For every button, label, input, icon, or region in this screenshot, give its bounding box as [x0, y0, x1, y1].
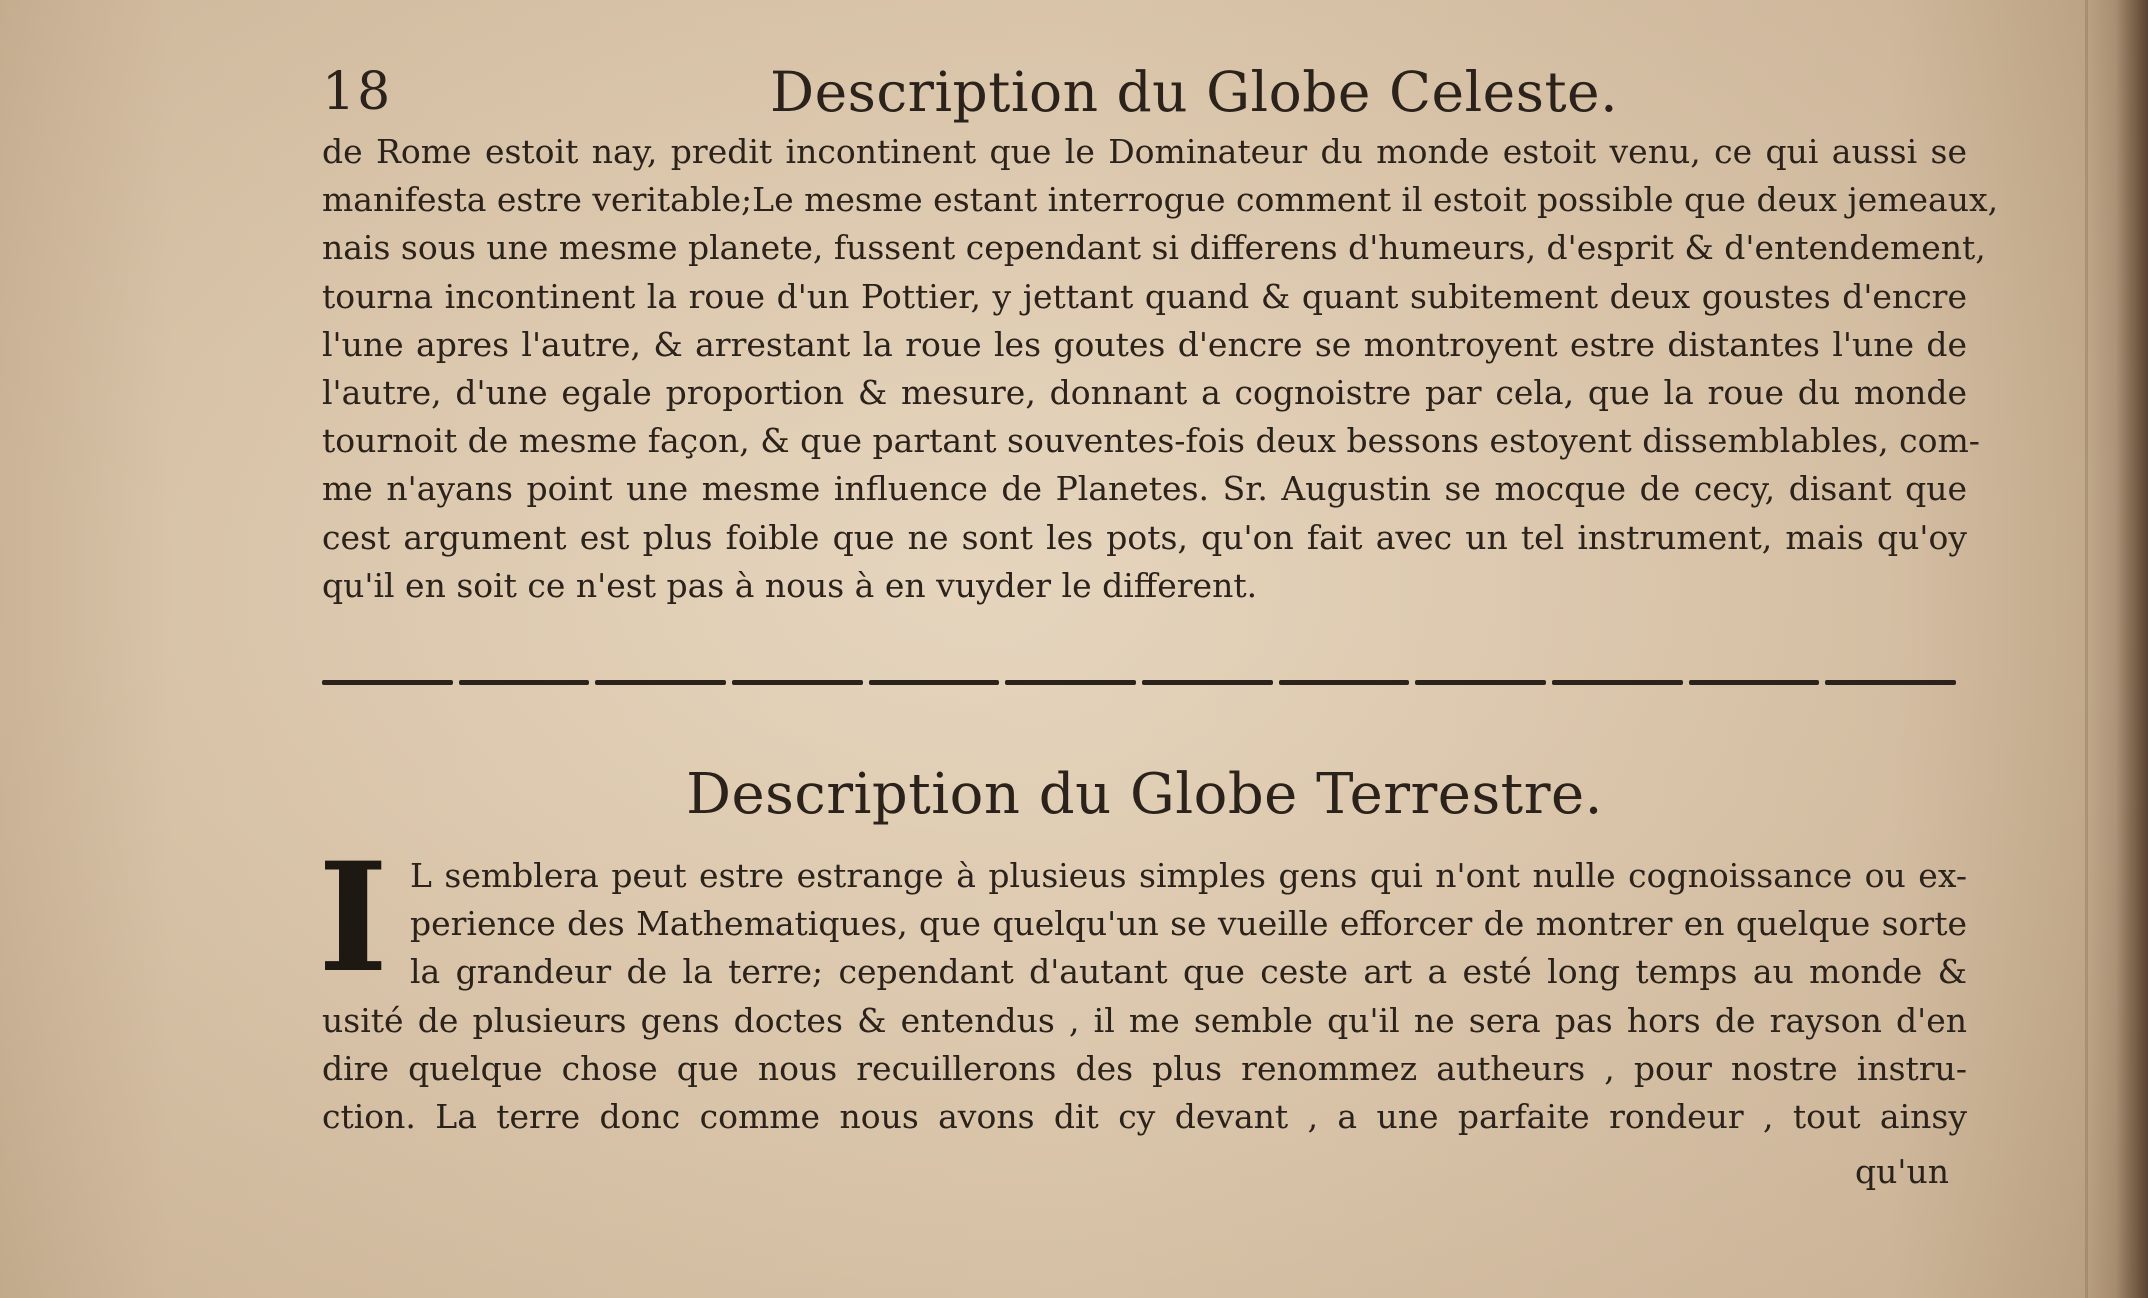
text-line: qu'il en soit ce n'est pas à nous à en vuyder le different. [322, 565, 1258, 605]
text-line: L semblera peut estre estrange à plusieus simples gens qui n'ont nulle cognoissance ou ex- [410, 856, 1967, 895]
text-line: ction. La terre donc comme nous avons dit cy devant , a une parfaite rondeur , tout ainsy [322, 1096, 1967, 1136]
text-line: l'une apres l'autre, & arrestant la roue les goutes d'encre se montroyent estre distantes l'une de [322, 324, 1967, 364]
drop-cap: I [318, 830, 389, 1006]
text-line: la grandeur de la terre; cependant d'autant que ceste art a esté long temps au monde & [410, 952, 1967, 992]
text-line: usité de plusieurs gens doctes & entendus , il me semble qu'il ne sera pas hors de rayson d'en [322, 1000, 1967, 1040]
running-head [322, 50, 1972, 130]
page-edge-gutter [2116, 0, 2148, 1298]
text-line: l'autre, d'une egale proportion & mesure, donnant a cognoistre par cela, que la roue du monde [322, 372, 1967, 412]
text-line: cest argument est plus foible que ne sont les pots, qu'on fait avec un tel instrument, mais qu'oy [322, 517, 1967, 557]
section-title: Description du Globe Terrestre. [686, 762, 1603, 827]
section-paragraph [322, 852, 1967, 1141]
text-line: tourna incontinent la roue d'un Pottier, y jettant quand & quant subitement deux goustes d'encre [322, 276, 1967, 316]
catchword: qu'un [1855, 1152, 1949, 1191]
text-line: perience des Mathematiques, que quelqu'un se vueille efforcer de montrer en quelque sorte [410, 904, 1967, 944]
continued-paragraph [322, 128, 1999, 610]
running-head-title: Description du Globe Celeste. [770, 60, 1619, 124]
text-line: dire quelque chose que nous recuillerons des plus renommez autheurs , pour nostre instru- [322, 1048, 1967, 1088]
section-divider-rule [322, 678, 1956, 688]
page-number: 18 [322, 62, 393, 122]
text-line: tournoit de mesme façon, & que partant souventes-fois deux bessons estoyent dissemblables, com- [322, 421, 1980, 461]
text-line: nais sous une mesme planete, fussent cependant si differens d'humeurs, d'esprit & d'entendement, [322, 228, 1986, 268]
text-line: me n'ayans point une mesme influence de Planetes. Sr. Augustin se mocque de cecy, disant que [322, 469, 1967, 509]
text-line: manifesta estre veritable;Le mesme estant interrogue comment il estoit possible que deux jemeaux, [322, 180, 1999, 220]
text-line: de Rome estoit nay, predit incontinent que le Dominateur du monde estoit venu, ce qui aussi se [322, 132, 1967, 171]
page-fold-shadow [2085, 0, 2088, 1298]
